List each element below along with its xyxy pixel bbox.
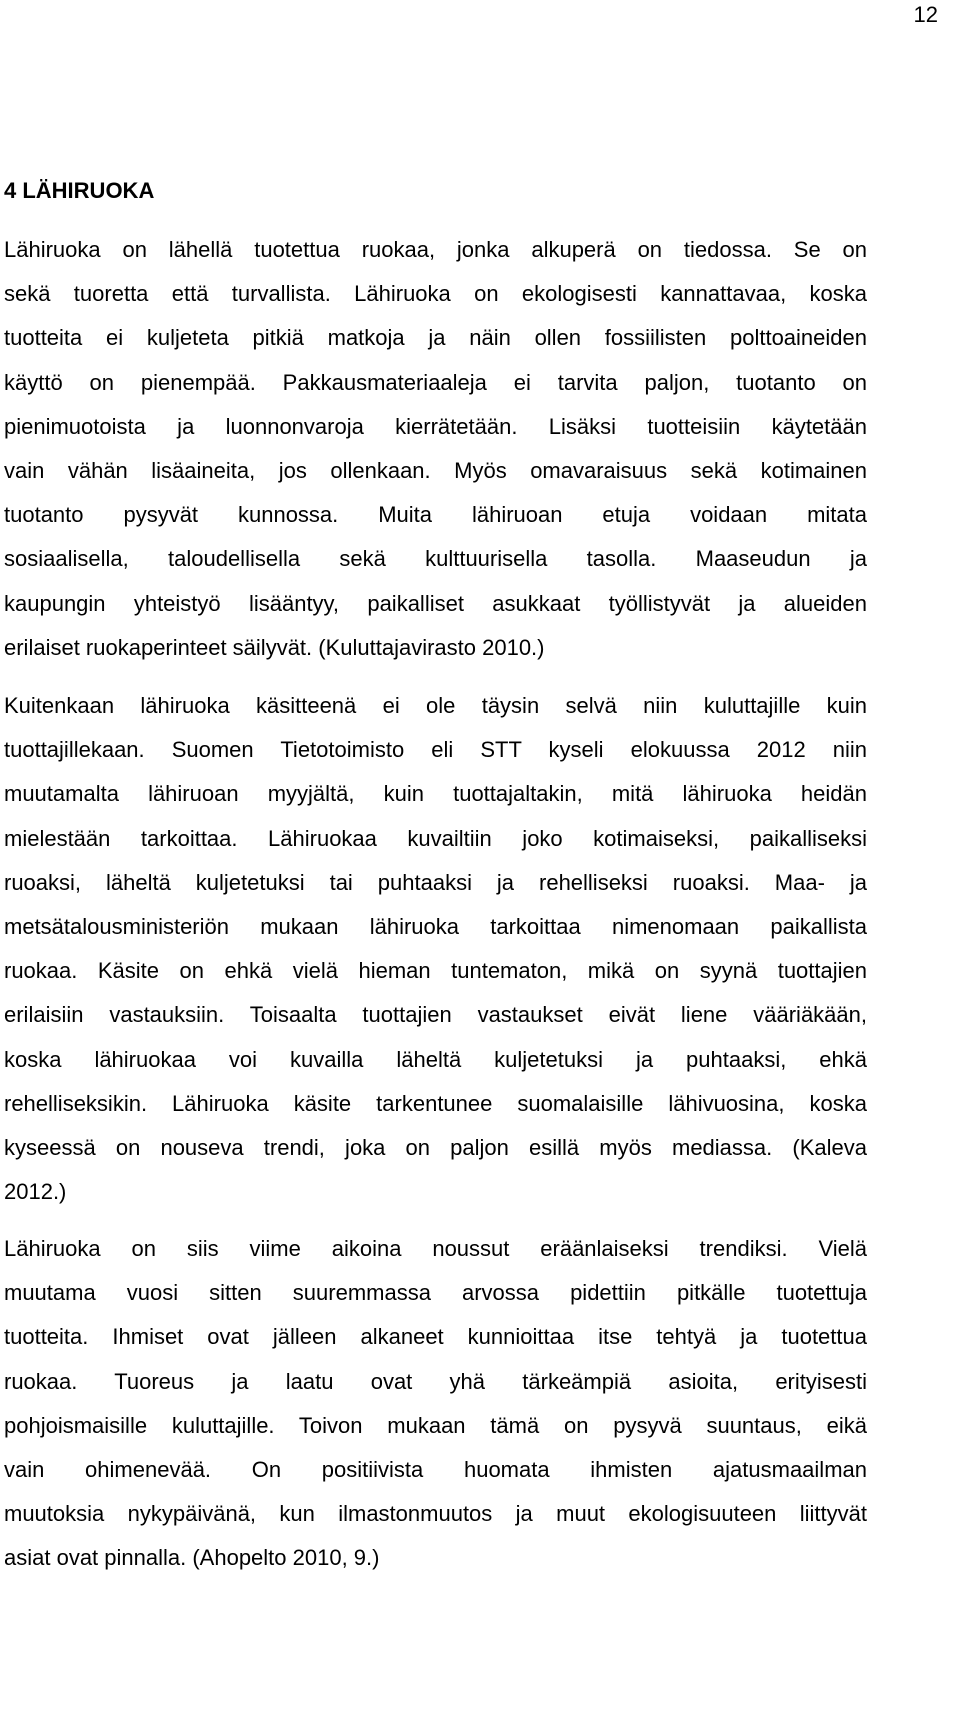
paragraph xyxy=(4,684,867,1214)
page-number: 12 xyxy=(913,2,938,27)
paragraph-line: asiat ovat pinnalla. (Ahopelto 2010, 9.) xyxy=(4,1545,380,1571)
paragraph-line: tuotteita. Ihmiset ovat jälleen alkaneet kunnioittaa itse tehtyä ja tuotettua xyxy=(4,1324,867,1350)
paragraph-line: ruokaa. Käsite on ehkä vielä hieman tuntematon, mikä on syynä tuottajien xyxy=(4,958,867,984)
paragraph-line: tuottajillekaan. Suomen Tietotoimisto eli STT kyseli elokuussa 2012 niin xyxy=(4,737,867,763)
paragraph-line: kyseessä on nouseva trendi, joka on paljon esillä myös mediassa. (Kaleva xyxy=(4,1135,867,1161)
paragraph-line: käyttö on pienempää. Pakkausmateriaaleja ei tarvita paljon, tuotanto on xyxy=(4,369,867,395)
paragraph-line: ruokaa. Tuoreus ja laatu ovat yhä tärkeämpiä asioita, erityisesti xyxy=(4,1368,867,1394)
paragraph-line: kaupungin yhteistyö lisääntyy, paikalliset asukkaat työllistyvät ja alueiden xyxy=(4,590,867,616)
paragraph-line: tuotteita ei kuljeteta pitkiä matkoja ja näin ollen fossiilisten polttoaineiden xyxy=(4,325,867,351)
paragraph-line: vain vähän lisäaineita, jos ollenkaan. Myös omavaraisuus sekä kotimainen xyxy=(4,458,867,484)
paragraph-line: sekä tuoretta että turvallista. Lähiruoka on ekologisesti kannattavaa, koska xyxy=(4,281,867,307)
section-heading: 4 LÄHIRUOKA xyxy=(4,178,155,203)
paragraph-line: muutama vuosi sitten suuremmassa arvossa pidettiin pitkälle tuotettuja xyxy=(4,1280,867,1306)
paragraph-line: muutoksia nykypäivänä, kun ilmastonmuutos ja muut ekologisuuteen liittyvät xyxy=(4,1501,867,1527)
paragraph-line: Lähiruoka on lähellä tuotettua ruokaa, jonka alkuperä on tiedossa. Se on xyxy=(4,237,867,262)
paragraph-line: vain ohimenevää. On positiivista huomata ihmisten ajatusmaailman xyxy=(4,1457,867,1483)
paragraph-line: muutamalta lähiruoan myyjältä, kuin tuottajaltakin, mitä lähiruoka heidän xyxy=(4,781,867,807)
paragraph-line: erilaiset ruokaperinteet säilyvät. (Kuluttajavirasto 2010.) xyxy=(4,634,545,660)
paragraph-line: koska lähiruokaa voi kuvailla läheltä kuljetetuksi ja puhtaaksi, ehkä xyxy=(4,1046,867,1072)
paragraph-line: rehelliseksikin. Lähiruoka käsite tarkentunee suomalaisille lähivuosina, koska xyxy=(4,1090,867,1116)
paragraph-line: pohjoismaisille kuluttajille. Toivon mukaan tämä on pysyvä suuntaus, eikä xyxy=(4,1412,867,1438)
paragraph-line: 2012.) xyxy=(4,1179,67,1205)
paragraph-line: mielestään tarkoittaa. Lähiruokaa kuvailtiin joko kotimaiseksi, paikalliseksi xyxy=(4,825,867,851)
paragraph-line: erilaisiin vastauksiin. Toisaalta tuottajien vastaukset eivät liene vääriäkään, xyxy=(4,1002,867,1028)
paragraph-line: Kuitenkaan lähiruoka käsitteenä ei ole täysin selvä niin kuluttajille kuin xyxy=(4,693,867,718)
paragraph xyxy=(4,228,867,670)
paragraph-line: tuotanto pysyvät kunnossa. Muita lähiruoan etuja voidaan mitata xyxy=(4,502,867,528)
paragraph-line: metsätalousministeriön mukaan lähiruoka tarkoittaa nimenomaan paikallista xyxy=(4,914,867,940)
paragraph-line: pienimuotoista ja luonnonvaroja kierrätetään. Lisäksi tuotteisiin käytetään xyxy=(4,413,867,439)
paragraph xyxy=(4,1227,867,1581)
paragraph-line: Lähiruoka on siis viime aikoina noussut eräänlaiseksi trendiksi. Vielä xyxy=(4,1236,867,1261)
paragraph-line: sosiaalisella, taloudellisella sekä kulttuurisella tasolla. Maaseudun ja xyxy=(4,546,867,572)
paragraph-line: ruoaksi, läheltä kuljetetuksi tai puhtaaksi ja rehelliseksi ruoaksi. Maa- ja xyxy=(4,869,867,895)
